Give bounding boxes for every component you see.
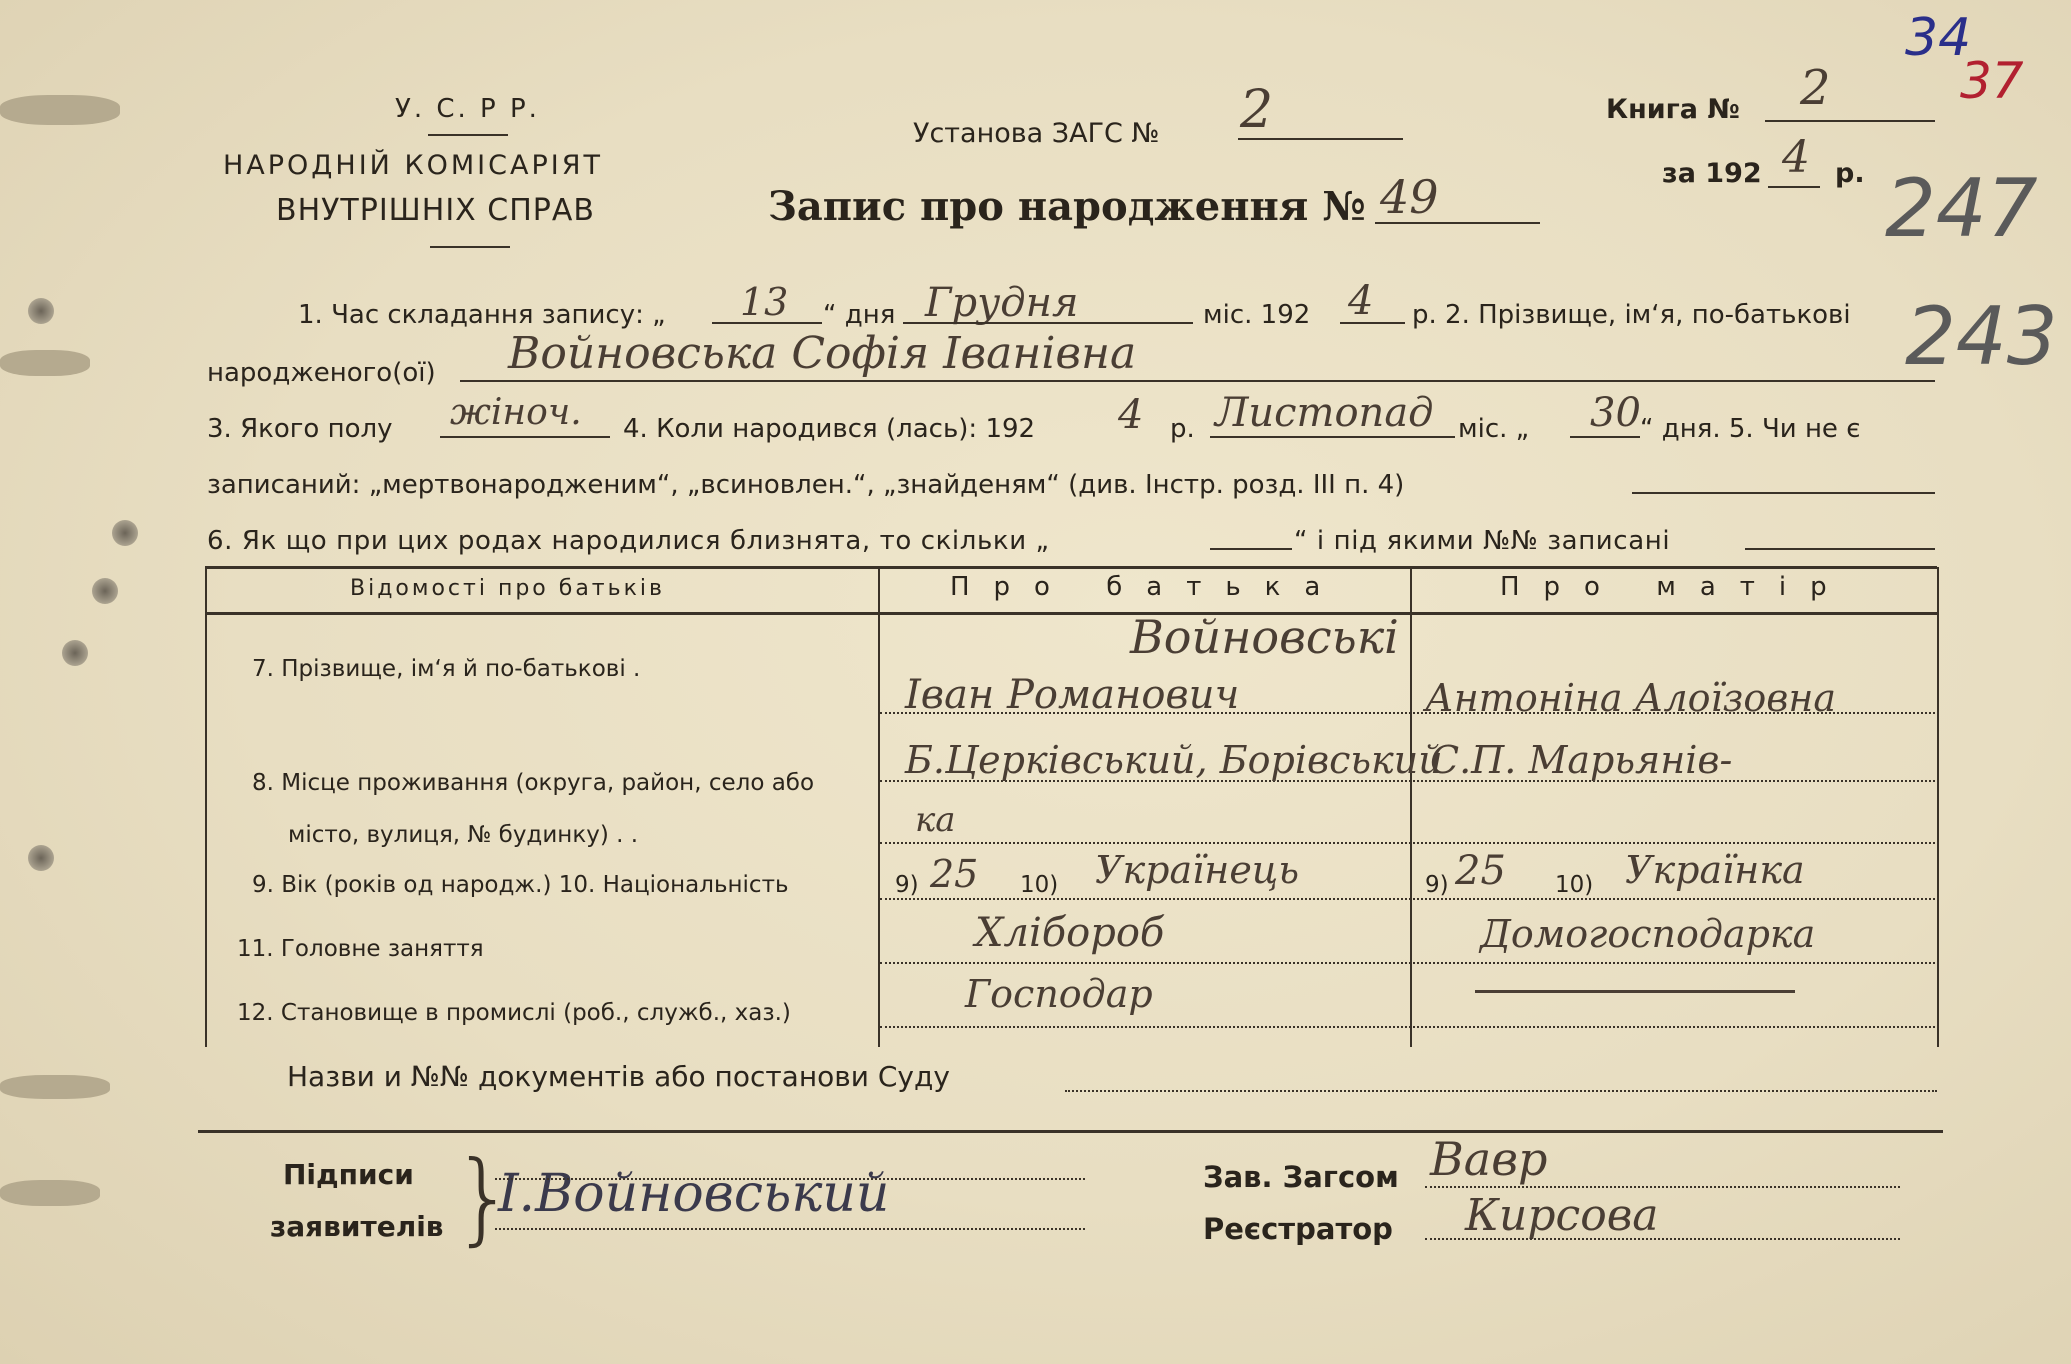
torn-edge	[0, 1075, 110, 1099]
archive-number-red: 37	[1960, 52, 2024, 110]
mother-residence: С.П. Марьянів-	[1430, 738, 1733, 782]
head-label: Зав. Загсом	[1203, 1160, 1399, 1194]
registrar-label: Реєстратор	[1203, 1212, 1393, 1246]
mother-column-header: Про матір	[1500, 572, 1851, 602]
father-nationality-label: 10)	[1020, 872, 1059, 898]
institution-number: 2	[1240, 80, 1274, 140]
row-occupation-label: 11. Головне заняття	[237, 936, 484, 962]
commissariat-label: НАРОДНІЙ КОМІСАРІЯТ	[223, 150, 603, 181]
record-year-digit: 4	[1348, 278, 1374, 324]
father-age-label: 9)	[895, 872, 919, 898]
father-name: Іван Романович	[905, 672, 1240, 718]
binding-hole	[62, 640, 88, 666]
birth-month: Листопад	[1215, 390, 1434, 436]
internal-affairs-label: ВНУТРІШНІХ СПРАВ	[276, 193, 595, 228]
binding-hole	[92, 578, 118, 604]
archive-number-blue: 34	[1905, 8, 1972, 68]
record-day: 13	[740, 280, 789, 324]
birth-date-label: 4. Коли народився (лась): 192	[623, 414, 1036, 444]
record-day-suffix: “ дня	[823, 300, 896, 330]
archive-number-gray: 247	[1885, 162, 2038, 255]
parents-info-header: Відомості про батьків	[350, 576, 665, 601]
archive-number-gray: 243	[1905, 290, 2058, 383]
residence-continuation: ка	[915, 800, 956, 840]
book-label: Книга №	[1606, 94, 1740, 125]
ussr-label: У. С. Р Р.	[395, 94, 540, 124]
applicants-label: заявителів	[270, 1210, 444, 1243]
father-occupation: Хлібороб	[975, 910, 1165, 956]
father-age: 25	[930, 852, 979, 896]
born-label: народженого(ої)	[207, 358, 436, 388]
father-status: Господар	[965, 972, 1153, 1016]
birth-month-suffix: міс. „	[1458, 414, 1530, 444]
child-name: Войновська Софія Іванівна	[508, 328, 1137, 379]
binding-hole	[28, 298, 54, 324]
year-digit: 4	[1782, 132, 1810, 183]
birth-year-digit: 4	[1118, 392, 1144, 438]
signatures-label: Підписи	[283, 1158, 414, 1191]
twins-question-end: “ і під якими №№ записані	[1294, 526, 1671, 556]
parents-surname: Войновські	[1130, 610, 1399, 664]
row-residence-label: 8. Місце проживання (округа, район, село або	[252, 770, 815, 796]
mother-nationality: Українка	[1625, 848, 1805, 892]
binding-hole	[28, 845, 54, 871]
mother-name: Антоніна Алоїзовна	[1425, 676, 1837, 720]
documents-label: Назви и №№ документів або постанови Суду	[287, 1060, 950, 1093]
mother-age: 25	[1455, 848, 1506, 894]
birth-day: 30	[1590, 390, 1641, 436]
name-label: р. 2. Прізвище, ім‘я, по-батькові	[1412, 300, 1851, 330]
record-title: Запис про народження №	[768, 183, 1366, 230]
applicant-signature: І.Войновський	[498, 1164, 890, 1224]
torn-edge	[0, 1180, 100, 1206]
child-sex: жіноч.	[450, 392, 582, 433]
row-status-label: 12. Становище в промислі (роб., служб., хаз.)	[237, 1000, 791, 1026]
father-residence: Б.Церківський, Борівський	[905, 738, 1443, 782]
mother-occupation: Домогосподарка	[1480, 912, 1816, 956]
mother-age-label: 9)	[1425, 872, 1449, 898]
father-nationality: Українець	[1095, 848, 1300, 892]
registrar-signature: Кирсова	[1465, 1190, 1659, 1241]
year-suffix: р.	[1835, 158, 1865, 189]
signature-brace: }	[452, 1139, 516, 1256]
year-label: за 192	[1662, 158, 1762, 189]
row-name-label: 7. Прізвище, ім‘я й по-батькові .	[252, 656, 641, 682]
status-question: записаний: „мертвонародженим“, „всиновлен.“, „знайденям“ (див. Інстр. розд. III п. 4)	[207, 470, 1405, 500]
record-time-label: 1. Час складання запису: „	[298, 300, 666, 330]
torn-edge	[0, 95, 120, 125]
head-signature: Вавр	[1430, 1132, 1548, 1186]
mother-nationality-label: 10)	[1555, 872, 1594, 898]
binding-hole	[112, 520, 138, 546]
record-month: Грудня	[925, 280, 1079, 326]
father-column-header: Про батька	[950, 572, 1345, 602]
institution-label: Установа ЗАГС №	[913, 118, 1160, 149]
twins-question: 6. Як що при цих родах народилися близнята, то скільки „	[207, 526, 1050, 556]
record-number: 49	[1380, 170, 1439, 224]
row-residence-label-2: місто, вулиця, № будинку) . .	[288, 822, 639, 848]
row-age-nationality-label: 9. Вік (років од народж.) 10. Національність	[252, 872, 789, 898]
birth-year-suffix: р.	[1170, 414, 1195, 444]
sex-label: 3. Якого полу	[207, 414, 393, 444]
stillborn-question: “ дня. 5. Чи не є	[1640, 414, 1861, 444]
book-number: 2	[1800, 60, 1831, 116]
torn-edge	[0, 350, 90, 376]
record-year-label: міс. 192	[1203, 300, 1311, 330]
